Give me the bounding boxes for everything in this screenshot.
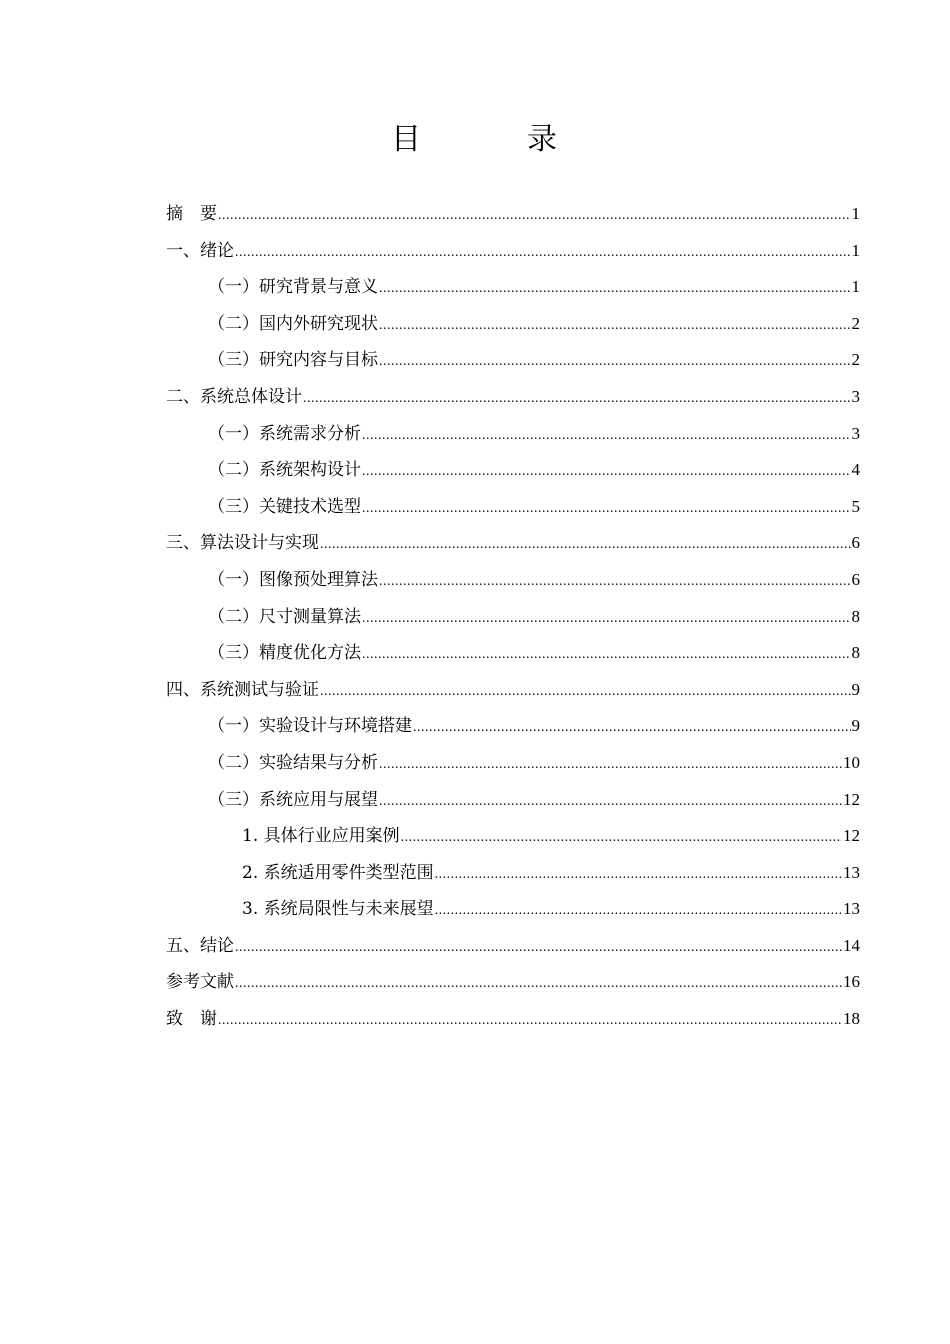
toc-entry[interactable]	[166, 599, 860, 636]
toc-entry-label: 四、系统测试与验证	[166, 679, 319, 700]
toc-entry-page-number: 9	[851, 679, 860, 699]
toc-entry[interactable]	[166, 562, 860, 599]
toc-entry-label: （一）系统需求分析	[208, 423, 361, 444]
toc-entry-label: （一）图像预处理算法	[208, 569, 378, 590]
toc-entry-page-number: 4	[851, 460, 860, 480]
toc-dot-leader	[379, 758, 842, 772]
toc-entry[interactable]	[166, 1001, 860, 1038]
toc-entry[interactable]	[166, 891, 860, 928]
table-of-contents	[166, 196, 860, 1038]
toc-dot-leader	[235, 941, 842, 955]
toc-entry[interactable]	[166, 416, 860, 453]
toc-entry[interactable]	[166, 818, 860, 855]
toc-entry[interactable]	[166, 342, 860, 379]
toc-dot-leader	[320, 538, 851, 552]
toc-dot-leader	[303, 392, 851, 406]
toc-entry-label: 五、结论	[166, 935, 234, 956]
toc-entry-page-number: 6	[851, 569, 860, 589]
toc-entry-page-number: 6	[851, 533, 860, 553]
toc-entry-page-number: 1	[851, 277, 860, 297]
toc-entry-page-number: 14	[843, 935, 860, 955]
toc-dot-leader	[235, 246, 851, 260]
toc-entry-label: （二）系统架构设计	[208, 460, 361, 481]
toc-entry-label: （一）研究背景与意义	[208, 277, 378, 298]
toc-entry[interactable]	[166, 269, 860, 306]
toc-entry[interactable]	[166, 379, 860, 416]
toc-entry[interactable]	[166, 635, 860, 672]
toc-dot-leader	[362, 648, 851, 662]
toc-entry-page-number: 18	[843, 1009, 860, 1029]
toc-entry-page-number: 10	[843, 752, 860, 772]
toc-entry[interactable]	[166, 489, 860, 526]
toc-entry-label: （二）实验结果与分析	[208, 752, 378, 773]
toc-entry-label: （二）尺寸测量算法	[208, 606, 361, 627]
toc-entry[interactable]	[166, 233, 860, 270]
toc-entry-label: 参考文献	[166, 972, 234, 993]
toc-entry-label: 3. 系统局限性与未来展望	[242, 899, 434, 920]
toc-entry-label: 二、系统总体设计	[166, 386, 302, 407]
toc-entry-page-number: 3	[851, 423, 860, 443]
toc-entry-label: 1. 具体行业应用案例	[242, 826, 400, 847]
toc-dot-leader	[362, 612, 851, 626]
toc-entry-page-number: 13	[843, 862, 860, 882]
toc-entry-page-number: 5	[851, 496, 860, 516]
toc-entry[interactable]	[166, 964, 860, 1001]
toc-entry[interactable]	[166, 525, 860, 562]
toc-entry-label: （三）系统应用与展望	[208, 789, 378, 810]
toc-entry-page-number: 1	[851, 240, 860, 260]
toc-entry-label: 三、算法设计与实现	[166, 533, 319, 554]
toc-entry-label: 2. 系统适用零件类型范围	[242, 862, 434, 883]
toc-entry[interactable]	[166, 196, 860, 233]
toc-dot-leader	[362, 465, 851, 479]
toc-dot-leader	[435, 868, 842, 882]
toc-entry-page-number: 12	[843, 789, 860, 809]
toc-dot-leader	[379, 795, 842, 809]
toc-entry[interactable]	[166, 306, 860, 343]
toc-dot-leader	[379, 355, 851, 369]
toc-entry-page-number: 12	[843, 826, 860, 846]
toc-entry-page-number: 3	[851, 386, 860, 406]
toc-dot-leader	[379, 575, 851, 589]
toc-entry-page-number: 8	[851, 606, 860, 626]
toc-dot-leader	[413, 721, 851, 735]
toc-dot-leader	[401, 831, 842, 845]
toc-entry[interactable]	[166, 928, 860, 965]
toc-dot-leader	[362, 502, 851, 516]
toc-dot-leader	[362, 429, 851, 443]
toc-entry[interactable]	[166, 672, 860, 709]
toc-entry[interactable]	[166, 782, 860, 819]
toc-entry-page-number: 13	[843, 899, 860, 919]
toc-entry-label: 致 谢	[166, 1009, 217, 1030]
toc-entry-page-number: 2	[851, 313, 860, 333]
toc-entry-page-number: 2	[851, 350, 860, 370]
toc-dot-leader	[379, 319, 851, 333]
toc-entry-page-number: 9	[851, 716, 860, 736]
toc-entry-label: 一、绪论	[166, 240, 234, 261]
page-title: 目 录	[391, 122, 595, 157]
toc-dot-leader	[218, 1014, 842, 1028]
toc-entry[interactable]	[166, 708, 860, 745]
toc-dot-leader	[320, 685, 851, 699]
toc-entry-label: （三）精度优化方法	[208, 643, 361, 664]
toc-entry-page-number: 8	[851, 643, 860, 663]
toc-dot-leader	[379, 282, 851, 296]
toc-entry-page-number: 1	[851, 204, 860, 223]
toc-dot-leader	[235, 977, 842, 991]
toc-entry-label: （三）关键技术选型	[208, 496, 361, 517]
toc-entry-label: （二）国内外研究现状	[208, 313, 378, 334]
toc-entry[interactable]	[166, 855, 860, 892]
toc-dot-leader	[218, 209, 851, 223]
toc-entry-label: （三）研究内容与目标	[208, 350, 378, 371]
toc-entry[interactable]	[166, 745, 860, 782]
toc-entry-label: （一）实验设计与环境搭建	[208, 716, 412, 737]
toc-entry-label: 摘 要	[166, 204, 217, 224]
toc-entry[interactable]	[166, 452, 860, 489]
toc-dot-leader	[435, 904, 842, 918]
toc-entry-page-number: 16	[843, 972, 860, 992]
